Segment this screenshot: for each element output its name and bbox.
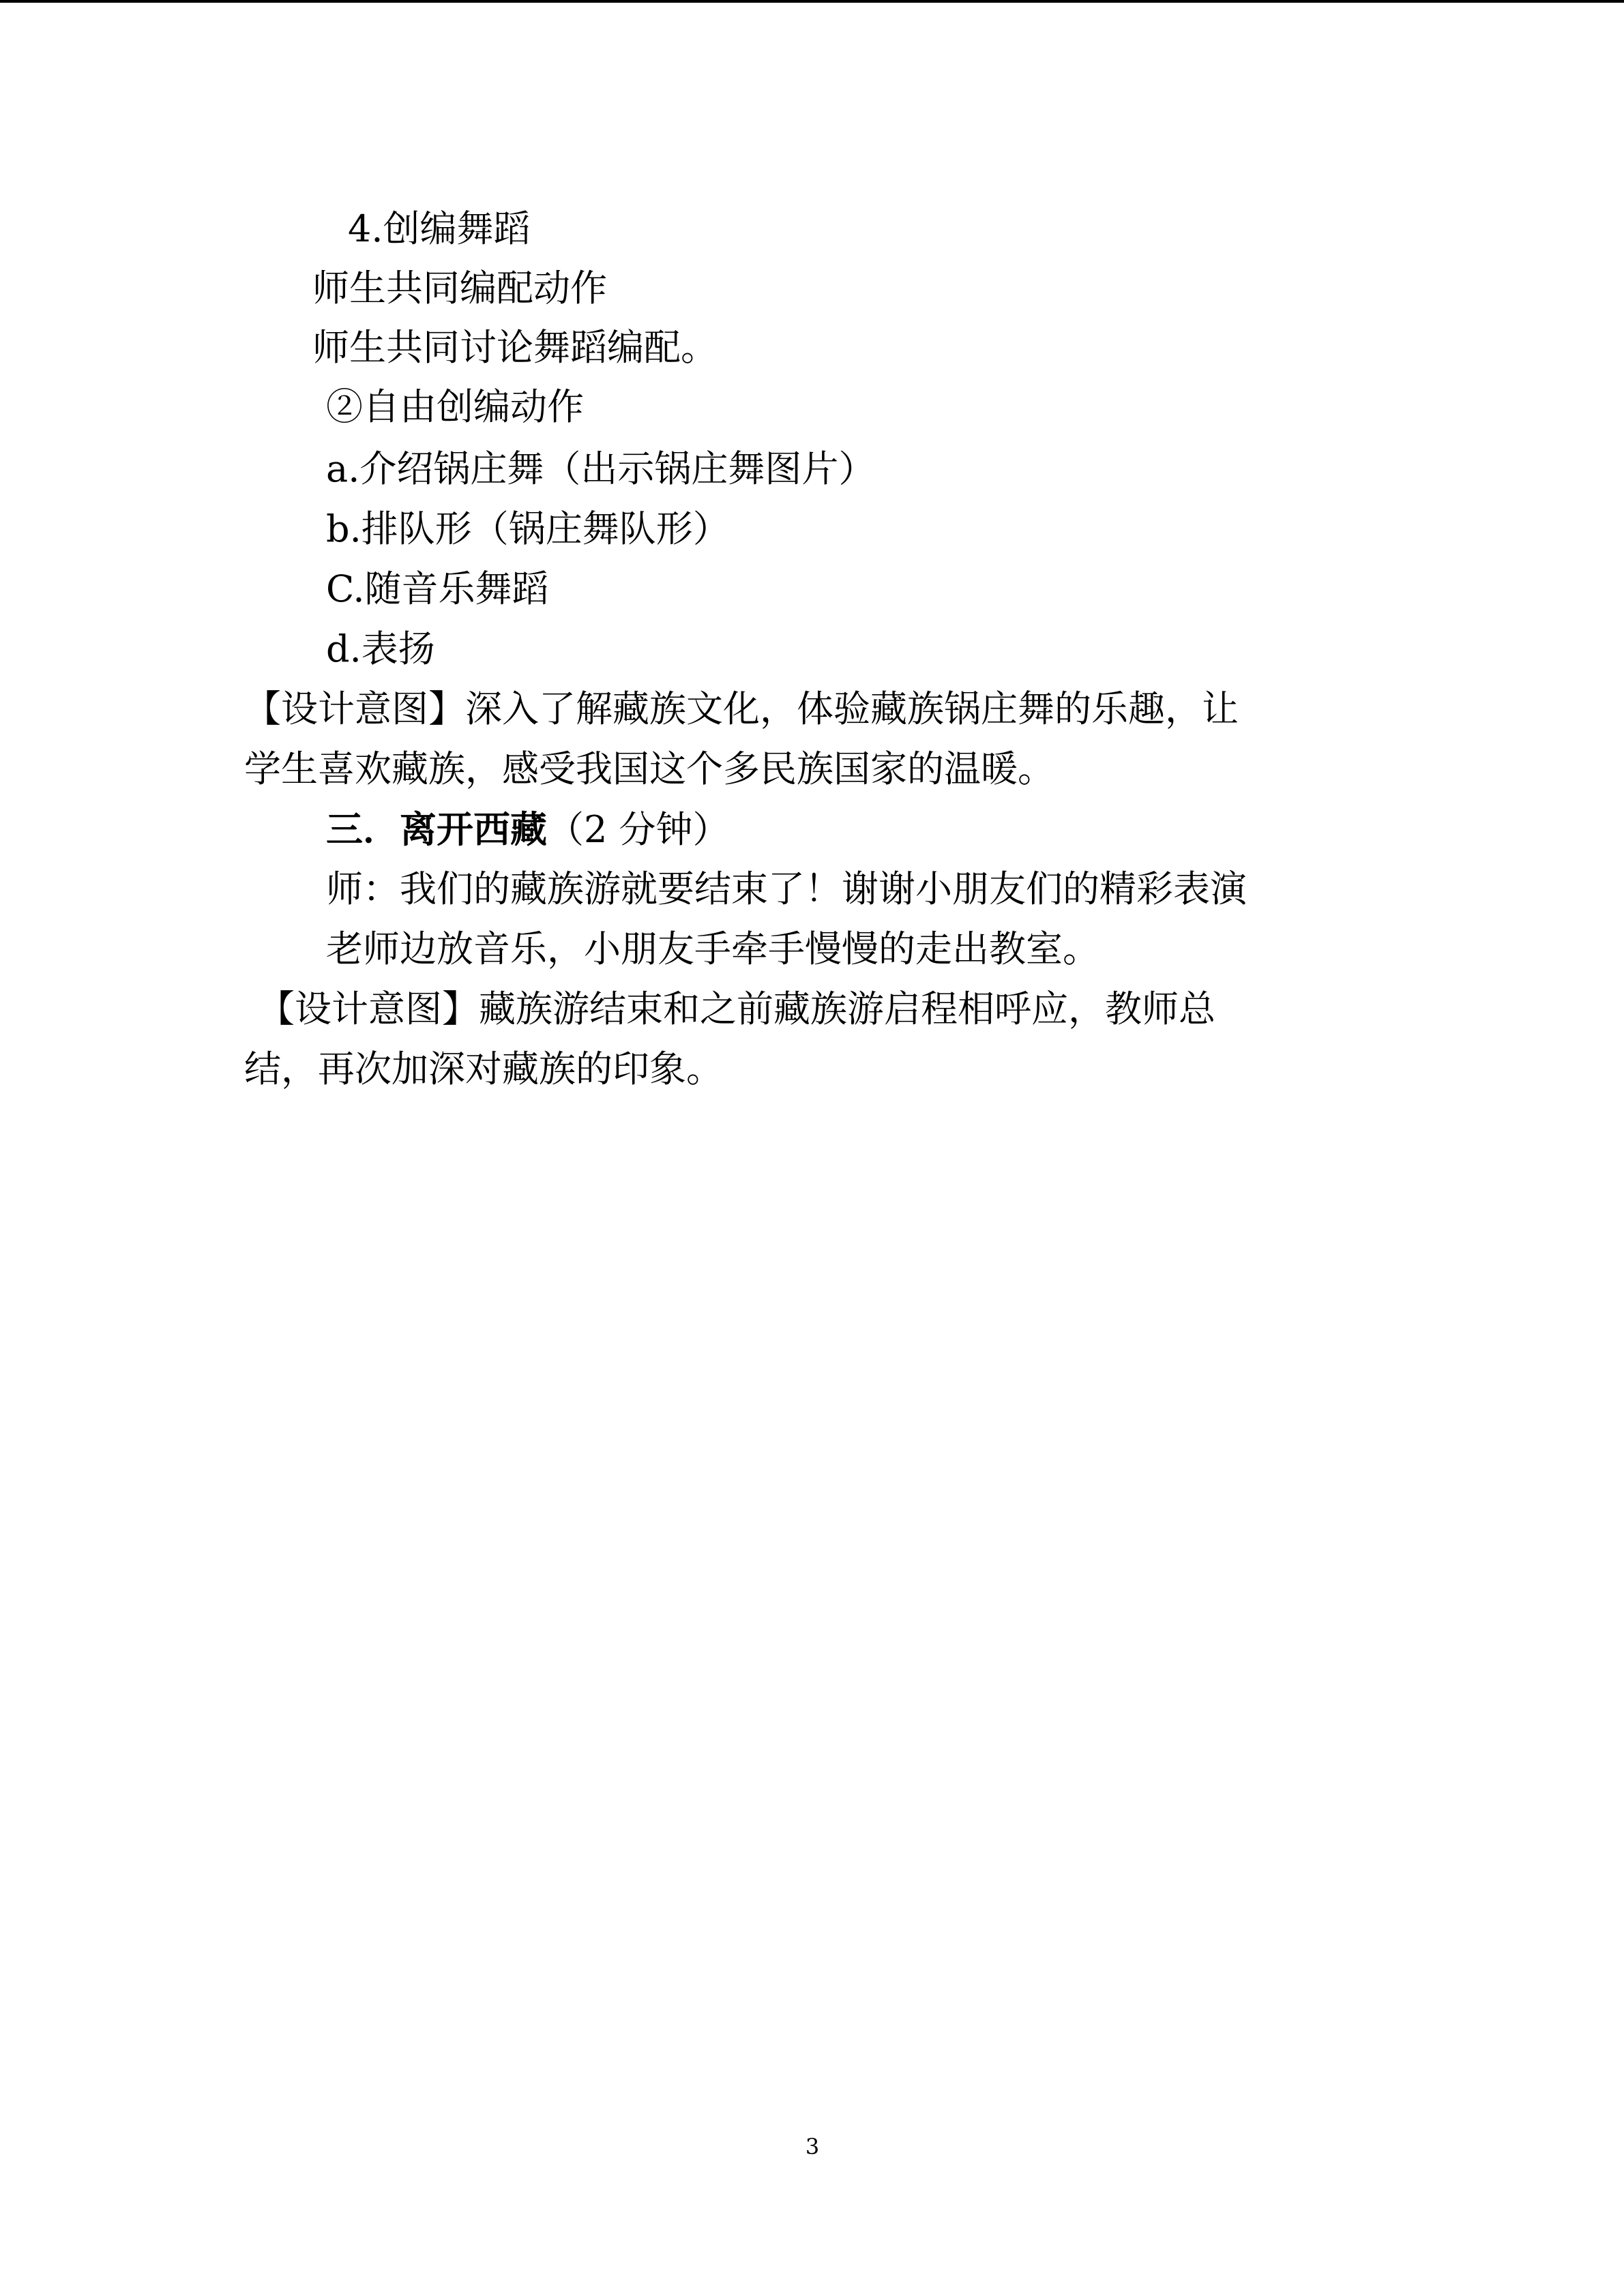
step-4-heading: 4.创编舞蹈 xyxy=(348,207,531,250)
page-number: 3 xyxy=(805,2134,820,2160)
section-3-heading-line xyxy=(326,805,730,854)
teacher-dialogue: 师：我们的藏族游就要结束了！谢谢小朋友们的精彩表演 xyxy=(326,867,1247,910)
top-border xyxy=(0,0,1624,3)
design-intent-1: 【设计意图】深入了解藏族文化，体验藏族锅庄舞的乐趣，让 xyxy=(244,687,1239,730)
list-item-c: C.随音乐舞蹈 xyxy=(326,567,549,610)
design-intent-1-continued: 学生喜欢藏族，感受我国这个多民族国家的温暖。 xyxy=(244,747,1054,790)
list-item-b: b.排队形（锅庄舞队形） xyxy=(326,507,730,550)
design-intent-2: 【设计意图】藏族游结束和之前藏族游启程相呼应，教师总 xyxy=(258,987,1215,1030)
list-item-circled-2: ②自由创编动作 xyxy=(326,385,584,428)
paragraph-line: 师生共同编配动作 xyxy=(312,267,607,310)
paragraph-line: 师生共同讨论舞蹈编配。 xyxy=(312,326,718,369)
list-item-d: d.表扬 xyxy=(326,627,435,670)
list-item-a: a.介绍锅庄舞（出示锅庄舞图片） xyxy=(326,447,876,490)
section-3-heading: 三．离开西藏 xyxy=(326,807,547,851)
section-3-duration: （2 分钟） xyxy=(547,808,730,851)
paragraph-line: 老师边放音乐，小朋友手牵手慢慢的走出教室。 xyxy=(326,927,1099,970)
design-intent-2-continued: 结，再次加深对藏族的印象。 xyxy=(244,1047,723,1090)
